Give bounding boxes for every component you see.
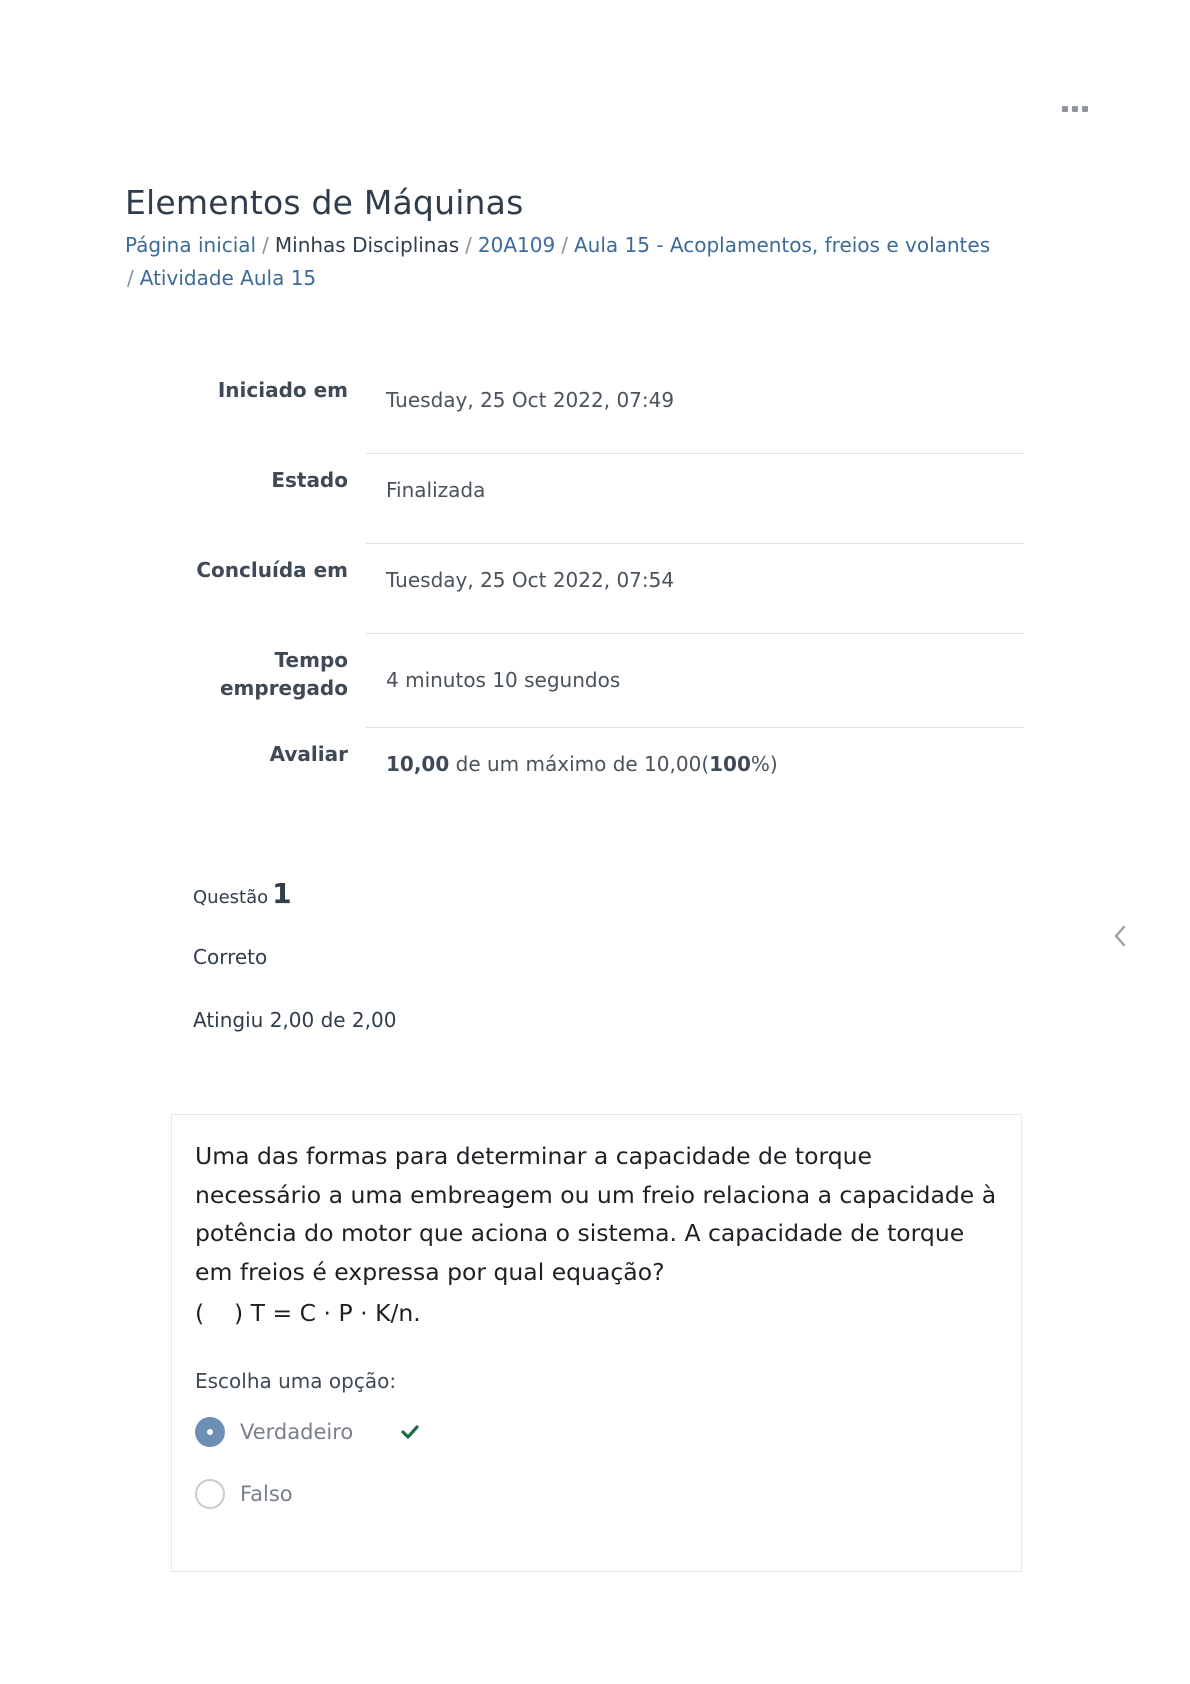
summary-value-grade: 10,00 de um máximo de 10,00(100%) [386,752,778,776]
summary-row-grade [150,728,1024,808]
breadcrumb-course-link[interactable]: 20A109 [477,233,556,257]
summary-label-grade: Avaliar [269,742,348,766]
answer-option-false[interactable] [195,1477,999,1511]
summary-value-time: 4 minutos 10 segundos [366,634,1024,728]
summary-label-time: Tempo empregado [219,648,348,700]
answer-option-true[interactable] [195,1415,999,1449]
question-grade: Atingiu 2,00 de 2,00 [193,1008,397,1032]
breadcrumb-separator: / [465,233,472,257]
breadcrumb-home-link[interactable]: Página inicial [125,233,257,257]
summary-value-completed: Tuesday, 25 Oct 2022, 07:54 [366,544,1024,634]
summary-value-state: Finalizada [366,454,1024,544]
question-number-label: Questão 1 [193,877,292,910]
summary-row-state [150,454,1024,544]
summary-row-completed [150,544,1024,634]
question-text: Uma das formas para determinar a capacidade de torque necessário a uma embreagem ou um freio relaciona a capacidade à potência do motor que aciona o sistema. A capacidade de torque em freios é expressa por qual equação? [195,1142,997,1286]
summary-value-started: Tuesday, 25 Oct 2022, 07:49 [366,364,1024,454]
question-content [171,1114,1022,1572]
question-formula: ( ) T = C · P · K/n. [195,1299,421,1327]
chevron-left-icon[interactable] [1112,924,1128,948]
attempt-summary-table [150,364,1024,808]
summary-row-started [150,364,1024,454]
breadcrumb-separator: / [561,233,568,257]
ellipsis-icon [1062,106,1068,112]
question-number: 1 [272,877,292,910]
summary-label-state: Estado [271,468,348,492]
summary-label-started: Iniciado em [217,378,348,402]
summary-label-completed: Concluída em [196,558,348,582]
breadcrumb [125,229,1005,295]
breadcrumb-separator: / [127,266,134,290]
summary-row-time [150,634,1024,728]
radio-true[interactable] [195,1417,225,1447]
breadcrumb-separator: / [262,233,269,257]
question-info [193,877,292,910]
grade-score: 10,00 [386,752,450,776]
page-title: Elementos de Máquinas [125,183,524,222]
breadcrumb-activity-link[interactable]: Atividade Aula 15 [139,266,317,290]
answer-prompt: Escolha uma opção: [195,1369,397,1393]
breadcrumb-my-courses: Minhas Disciplinas [274,233,460,257]
grade-percent: 100 [709,752,751,776]
breadcrumb-section-link[interactable]: Aula 15 - Acoplamentos, freios e volantes [573,233,991,257]
radio-false[interactable] [195,1479,225,1509]
check-icon [400,1422,420,1442]
ellipsis-menu-button[interactable] [1062,102,1088,116]
answer-option-label: Falso [240,1482,293,1506]
question-state: Correto [193,945,268,969]
answer-option-label: Verdadeiro [240,1420,354,1444]
